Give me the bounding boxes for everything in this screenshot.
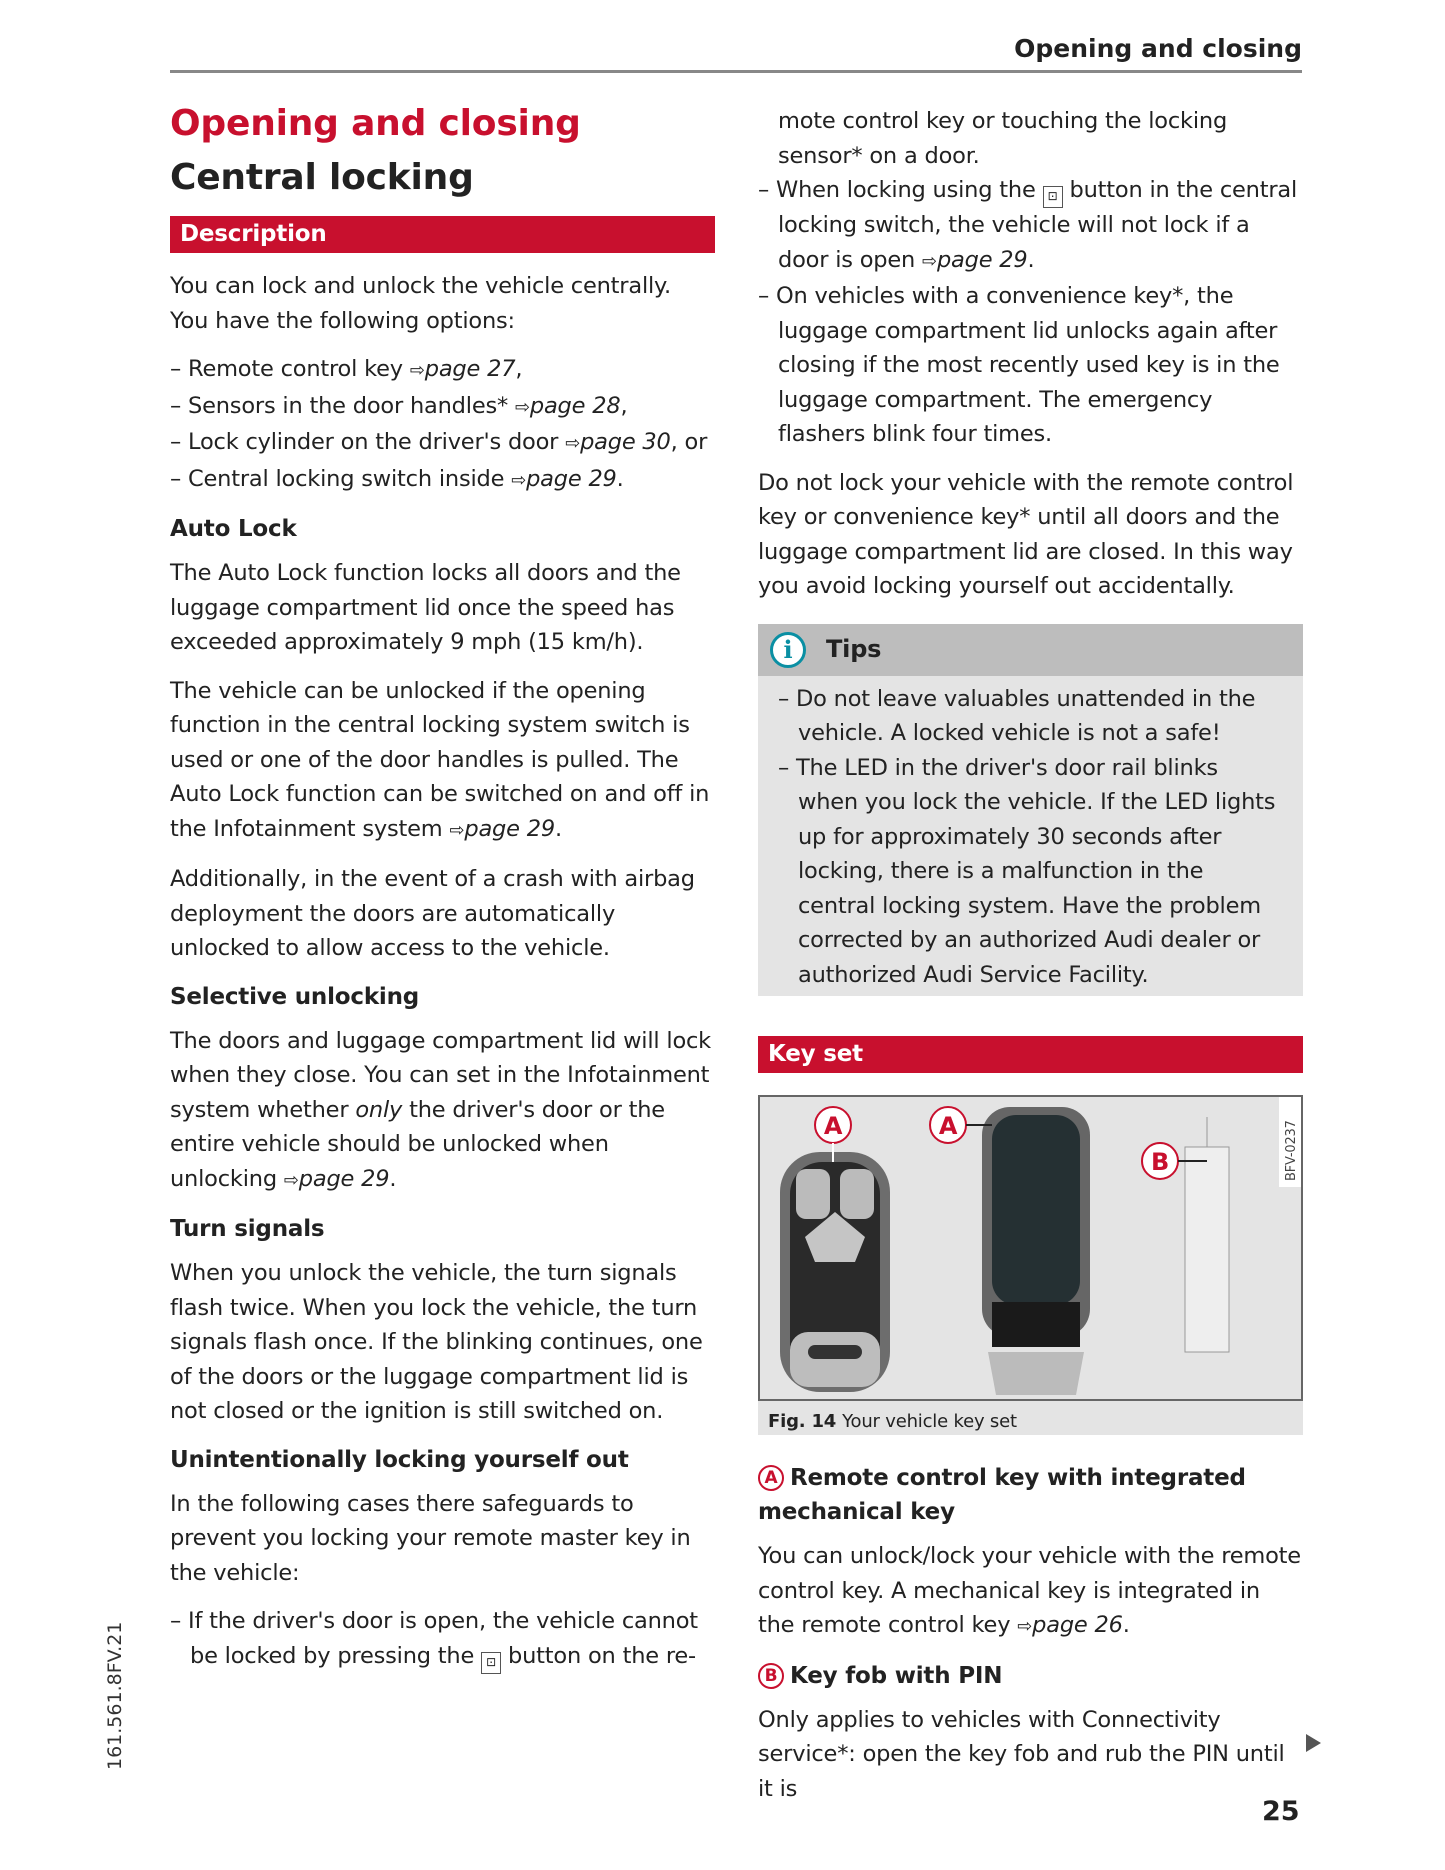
continue-arrow-icon — [1306, 1734, 1321, 1752]
list-item: – When locking using the ⊡ button in the central locking switch, the vehicle will not lock if a door is open ⇨page 29. — [758, 177, 1298, 273]
svg-text:B: B — [1150, 1148, 1170, 1176]
tips-box — [758, 624, 1303, 997]
arrow-icon: ⇨ — [511, 469, 527, 491]
svg-text:A: A — [823, 1112, 843, 1140]
document-code: 161.561.8FV.21 — [104, 1621, 126, 1770]
list-item: – Sensors in the door handles* ⇨page 28, — [170, 392, 628, 419]
list-item: – On vehicles with a convenience key*, the luggage compartment lid unlocks again after closing if the most recently used key is in the luggage compartment. The emergency flashers blink four times. — [758, 283, 1280, 447]
page-number: 25 — [1262, 1796, 1300, 1827]
paragraph: The vehicle can be unlocked if the opening function in the central locking system switch is used or one of the door handles is pulled. The Auto Lock function can be switched on and off in the Infotainment system ⇨page 29. — [170, 677, 710, 842]
arrow-icon: ⇨ — [409, 360, 425, 381]
list-item: – Remote control key ⇨page 27, — [170, 356, 523, 382]
arrow-icon: ⇨ — [922, 250, 937, 272]
tip-item: – The LED in the driver's door rail blinks when you lock the vehicle. If the LED lights up for approximately 30 seconds after locking, there is a malfunction in the central locking system. Have the problem corrected by an authorized Audi dealer or authorized Audi Service Facility. — [778, 754, 1276, 988]
auto-lock-heading: Auto Lock — [170, 516, 297, 542]
lockout-list-continued — [758, 104, 1303, 452]
lockout-heading: Unintentionally locking yourself out — [170, 1446, 629, 1473]
description-bar: Description — [170, 216, 715, 253]
list-item: – If the driver's door is open, the vehicle cannot be locked by pressing the ⊡ button on the re- — [170, 1604, 715, 1674]
turn-signals-heading: Turn signals — [170, 1216, 325, 1242]
paragraph: Do not lock your vehicle with the remote control key or convenience key* until all doors and the luggage compartment lid are closed. In this way you avoid locking yourself out accidentally. — [758, 469, 1294, 599]
figure-code: BFV-0237 — [1284, 1120, 1299, 1181]
lock-button-icon: ⊡ — [481, 1652, 501, 1674]
arrow-icon: ⇨ — [514, 396, 530, 418]
left-column — [170, 100, 715, 1688]
figure-caption: Fig. 14 Your vehicle key set — [758, 1401, 1303, 1435]
paragraph: When you unlock the vehicle, the turn signals flash twice. When you lock the vehicle, the turn signals flash once. If the blinking continues, one of the doors or the luggage compartment lid is not closed or the ignition is still switched on. — [170, 1260, 703, 1424]
tips-title: Tips — [826, 635, 882, 664]
paragraph: Only applies to vehicles with Connectivity service*: open the key fob and rub the PIN until it is — [758, 1706, 1285, 1802]
page-link[interactable]: page 29 — [526, 465, 617, 492]
chapter-title: Opening and closing — [170, 103, 581, 144]
tips-header — [758, 624, 1303, 676]
info-icon: i — [770, 632, 806, 668]
intro-text: You can lock and unlock the vehicle centrally. You have the following options: — [170, 273, 671, 334]
label-b-icon: B — [758, 1663, 784, 1689]
key-set-bar: Key set — [758, 1036, 1303, 1073]
page-link[interactable]: page 30 — [580, 429, 671, 455]
arrow-icon: ⇨ — [283, 1169, 299, 1191]
section-title: Central locking — [170, 157, 474, 198]
svg-text:A: A — [938, 1112, 958, 1140]
running-header: Opening and closing — [1014, 34, 1302, 63]
key-fob-heading: B Key fob with PIN — [758, 1659, 1303, 1693]
page-link[interactable]: page 28 — [529, 392, 621, 419]
lockout-list — [170, 1604, 715, 1674]
page-link[interactable]: page 29 — [464, 815, 555, 842]
arrow-icon: ⇨ — [449, 819, 465, 841]
arrow-icon: ⇨ — [565, 433, 581, 454]
list-item: – Lock cylinder on the driver's door ⇨page 30, or — [170, 429, 708, 455]
page-link[interactable]: page 29 — [298, 1165, 390, 1192]
selective-heading: Selective unlocking — [170, 983, 420, 1010]
paragraph: The Auto Lock function locks all doors and the luggage compartment lid once the speed has exceeded approximately 9 mph (15 km/h). — [170, 560, 681, 655]
remote-key-heading: A Remote control key with integrated mechanical key — [758, 1465, 1246, 1525]
lock-button-icon: ⊡ — [1043, 186, 1063, 208]
page-link[interactable]: page 29 — [936, 246, 1028, 273]
page-link[interactable]: page 26 — [1032, 1612, 1123, 1638]
paragraph: In the following cases there safeguards to prevent you locking your remote master key in the vehicle: — [170, 1490, 691, 1586]
arrow-icon: ⇨ — [1017, 1616, 1033, 1637]
paragraph: You can unlock/lock your vehicle with the remote control key. A mechanical key is integrated in the remote control key ⇨page 26. — [758, 1543, 1301, 1638]
options-list — [170, 352, 715, 498]
paragraph: The doors and luggage compartment lid will lock when they close. You can set in the Infotainment system whether only the driver's door or the entire vehicle should be unlocked when unlocking ⇨page 29. — [170, 1027, 712, 1192]
tip-item: – Do not leave valuables unattended in the vehicle. A locked vehicle is not a safe! — [778, 685, 1256, 746]
paragraph: Additionally, in the event of a crash with airbag deployment the doors are automatically unlocked to allow access to the vehicle. — [170, 866, 695, 961]
key-set-figure — [758, 1095, 1303, 1401]
list-item: – Central locking switch inside ⇨page 29. — [170, 465, 624, 492]
right-column — [758, 104, 1303, 1820]
key-set-illustration — [760, 1097, 1301, 1399]
header-rule — [170, 70, 1302, 73]
label-a-icon: A — [758, 1465, 784, 1491]
list-item: mote control key or touching the locking sensor* on a door. — [778, 108, 1228, 169]
page-link[interactable]: page 27 — [424, 356, 516, 382]
